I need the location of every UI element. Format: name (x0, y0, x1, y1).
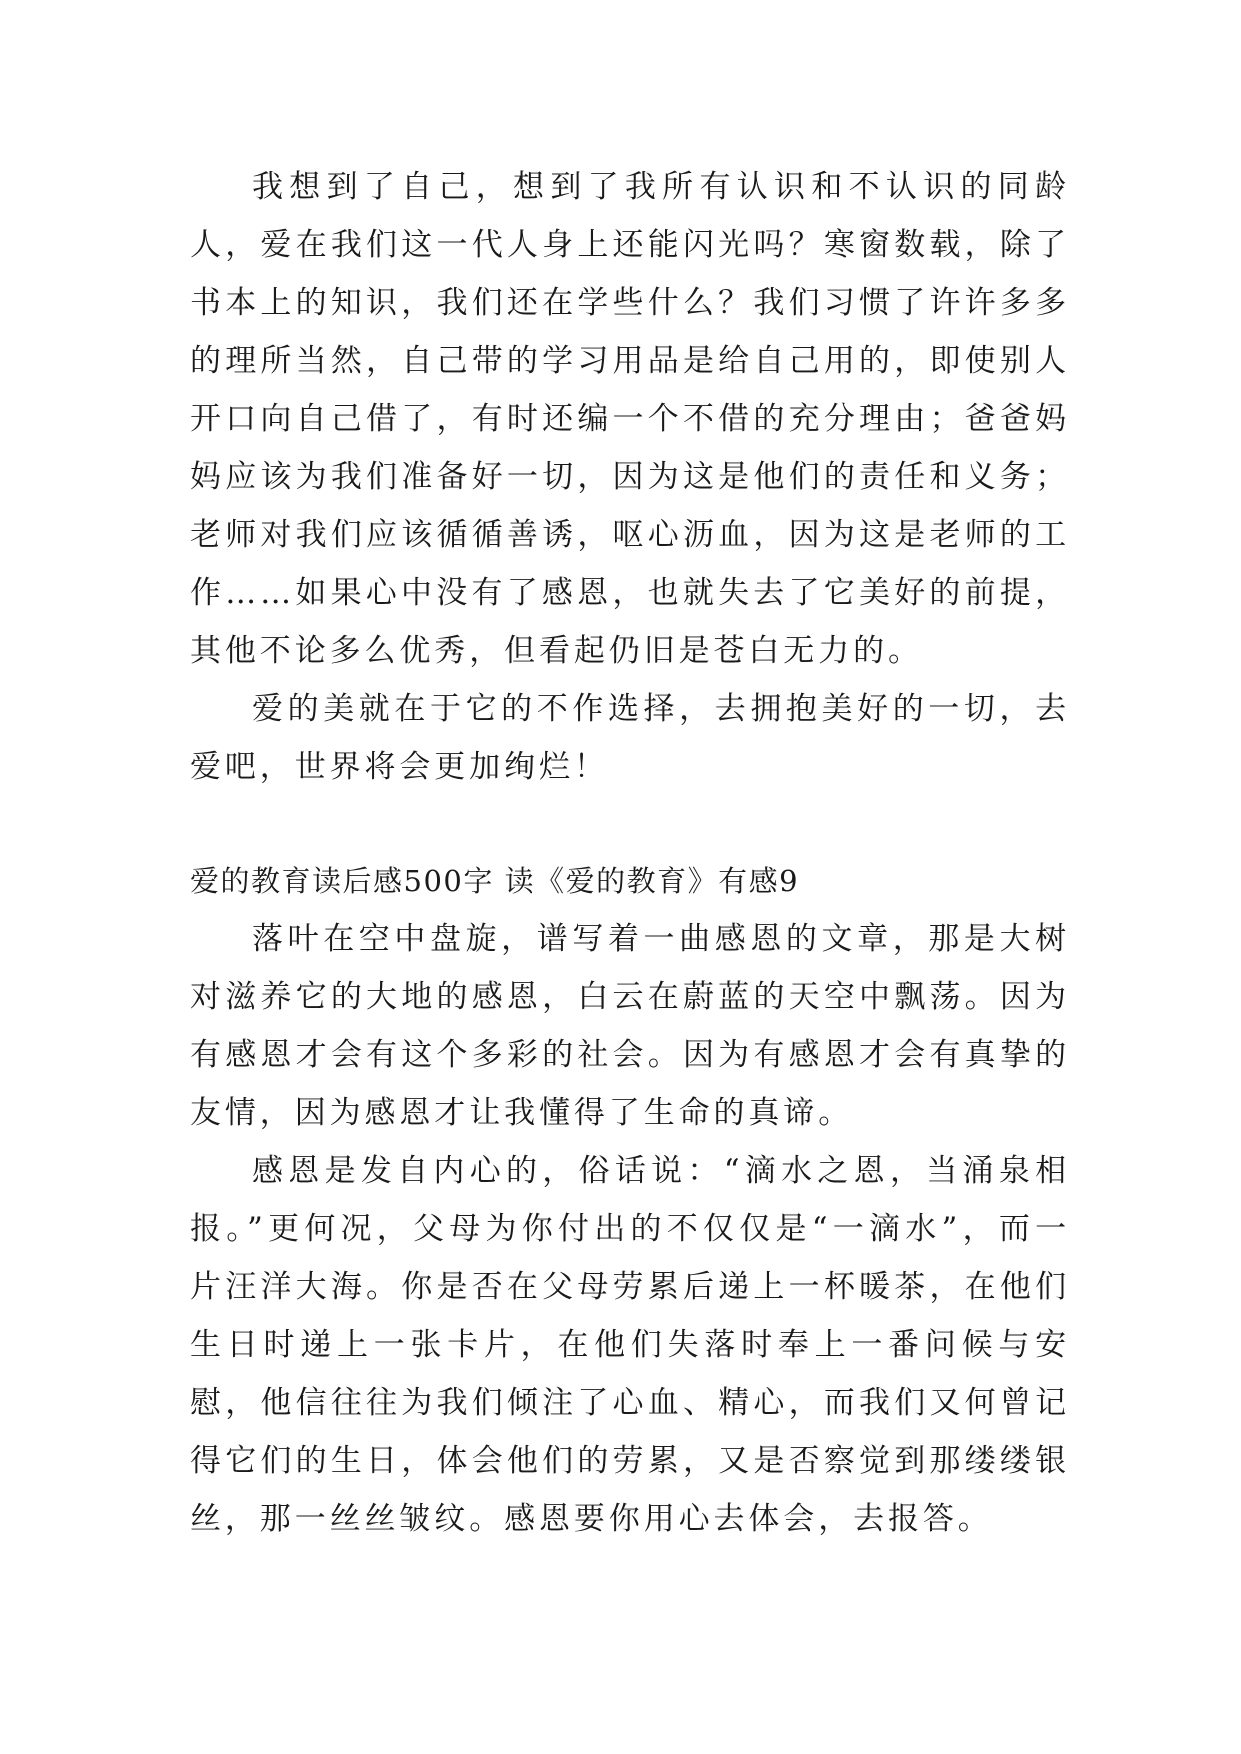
paragraph-self-reflection: 我想到了自己，想到了我所有认识和不认识的同龄人，爱在我们这一代人身上还能闪光吗？寒窗数载，除了书本上的知识，我们还在学些什么？我们习惯了许许多多的理所当然，自己带的学习用品是给自己用的，即使别人开口向自己借了，有时还编一个不借的充分理由；爸爸妈妈应该为我们准备好一切，因为这是他们的责任和义务；老师对我们应该循循善诱，呕心沥血，因为这是老师的工作……如果心中没有了感恩，也就失去了它美好的前提，其他不论多么优秀，但看起仍旧是苍白无力的。 (190, 169, 1070, 669)
section-heading: 爱的教育读后感500字 读《爱的教育》有感9 (190, 864, 800, 898)
paragraph-gratitude-parents: 感恩是发自内心的，俗话说：“滴水之恩，当涌泉相报。”更何况，父母为你付出的不仅仅是“一滴水”，而一片汪洋大海。你是否在父母劳累后递上一杯暖茶，在他们生日时递上一张卡片，在他们失落时奉上一番问候与安慰，他信往往为我们倾注了心血、精心，而我们又何曾记得它们的生日，体会他们的劳累，又是否察觉到那缕缕银丝，那一丝丝皱纹。感恩要你用心去体会，去报答。 (190, 1153, 1070, 1537)
paragraph-falling-leaves: 落叶在空中盘旋，谱写着一曲感恩的文章，那是大树对滋养它的大地的感恩，白云在蔚蓝的天空中飘荡。因为有感恩才会有这个多彩的社会。因为有感恩才会有真挚的友情，因为感恩才让我懂得了生命的真谛。 (190, 921, 1070, 1131)
document-body (190, 158, 1070, 1548)
paragraph-beauty-of-love: 爱的美就在于它的不作选择，去拥抱美好的一切，去爱吧，世界将会更加绚烂！ (190, 691, 1070, 785)
